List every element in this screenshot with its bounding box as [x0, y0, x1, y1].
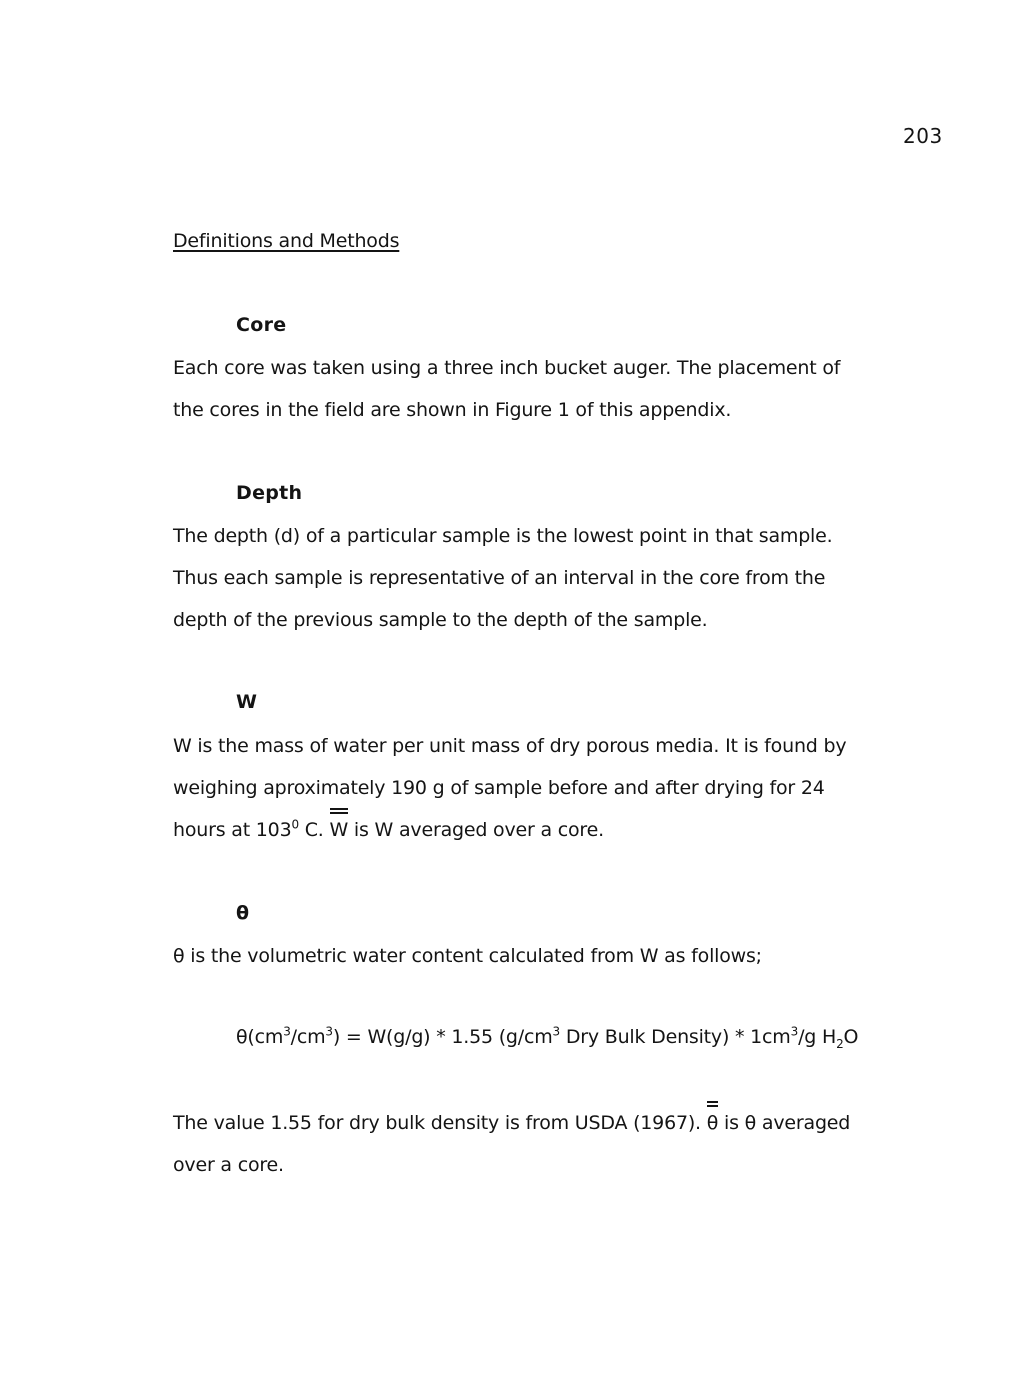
heading-depth: Depth: [236, 482, 303, 504]
equation-superscript: 3: [325, 1024, 333, 1039]
paragraph-line: the cores in the field are shown in Figure 1 of this appendix.: [173, 399, 732, 421]
closing-suffix: is θ averaged: [718, 1112, 851, 1134]
w-bar-symbol: W: [330, 809, 349, 851]
degree-superscript: 0: [291, 817, 299, 832]
paragraph-line: [173, 1102, 953, 1144]
equation-subscript: 2: [836, 1036, 844, 1051]
paragraph-w: [173, 725, 953, 851]
equation-part: ) = W(g/g) * 1.55 (g/cm: [332, 1026, 553, 1048]
equation-superscript: 3: [283, 1024, 291, 1039]
w-line3-suffix: is W averaged over a core.: [348, 819, 604, 841]
paragraph-line: weighing aproximately 190 g of sample before and after drying for 24: [173, 777, 825, 799]
equation-part: O: [843, 1026, 859, 1048]
equation-superscript: 3: [552, 1024, 560, 1039]
paragraph-line: W is the mass of water per unit mass of dry porous media. It is found by: [173, 735, 847, 757]
theta-bar-symbol: θ: [707, 1102, 718, 1144]
paragraph-line: The depth (d) of a particular sample is the lowest point in that sample.: [173, 525, 833, 547]
equation-superscript: 3: [790, 1024, 799, 1039]
paragraph-line: over a core.: [173, 1154, 284, 1176]
paragraph-depth: [173, 515, 953, 641]
heading-w: W: [236, 691, 258, 713]
page-number: 203: [903, 124, 943, 148]
paragraph-line: Thus each sample is representative of an interval in the core from the: [173, 567, 826, 589]
paragraph-core: [173, 347, 953, 431]
heading-theta: θ: [236, 902, 250, 924]
equation-part: Dry Bulk Density) * 1cm: [559, 1026, 791, 1048]
closing-prefix: The value 1.55 for dry bulk density is from USDA (1967).: [173, 1112, 707, 1134]
paragraph-line: depth of the previous sample to the depth of the sample.: [173, 609, 708, 631]
paragraph-line: Each core was taken using a three inch bucket auger. The placement of: [173, 357, 841, 379]
equation-part: θ(cm: [236, 1026, 284, 1048]
paragraph-line: [173, 809, 953, 851]
section-title: Definitions and Methods: [173, 230, 400, 252]
paragraph-closing: [173, 1102, 953, 1186]
equation-part: /g H: [798, 1026, 837, 1048]
paragraph-theta: [173, 935, 953, 977]
equation-part: /cm: [290, 1026, 326, 1048]
paragraph-line: θ is the volumetric water content calculated from W as follows;: [173, 945, 762, 967]
w-line3-unit: C.: [298, 819, 330, 841]
theta-equation: [236, 1024, 859, 1051]
heading-core: Core: [236, 314, 287, 336]
w-line3-prefix: hours at 103: [173, 819, 292, 841]
